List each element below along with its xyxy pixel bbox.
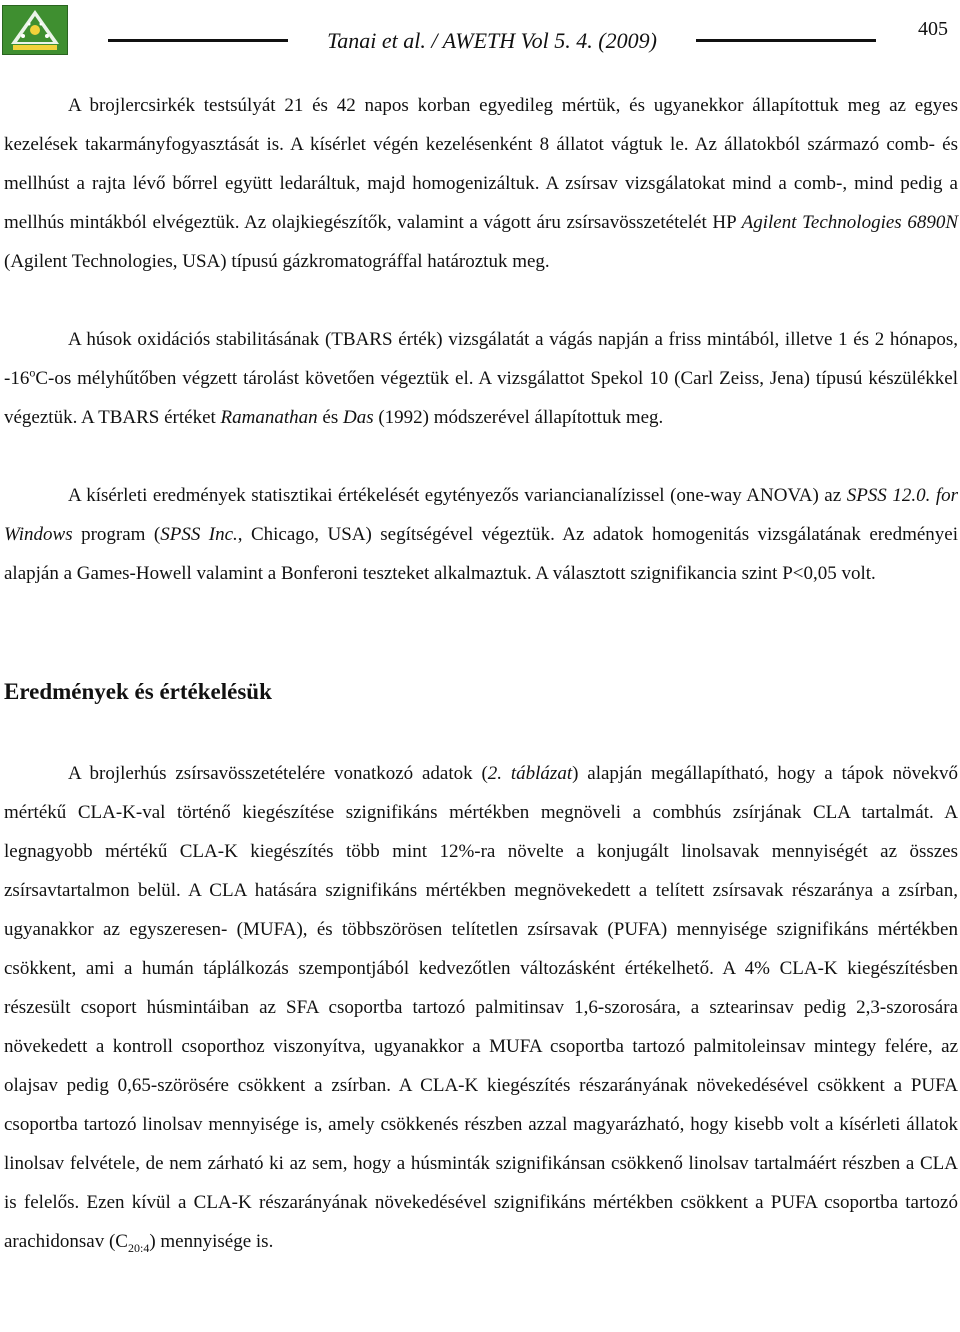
italic-author: Das bbox=[342, 407, 374, 428]
text: program ( bbox=[72, 524, 161, 545]
superscript-degree: o bbox=[29, 365, 36, 380]
text: , Chicago, USA) segítségével végeztük. Az adatok homogenitás vizsgálatának eredményei alapján a Games-Howell valamint a Bonferoni teszteket alkalmaztuk. A választott szignifikancia szint P<0,05 volt. bbox=[4, 524, 958, 584]
italic-author: Ramanathan bbox=[220, 407, 318, 428]
paragraph-methods-tbars bbox=[4, 320, 958, 437]
text: (Agilent Technologies, USA) típusú gázkromatográffal határoztuk meg. bbox=[4, 251, 550, 272]
italic-table-ref: 2. táblázat bbox=[487, 763, 573, 784]
text: A brojlercsirkék testsúlyát 21 és 42 napos korban egyedileg mértük, és ugyanekkor állapítottuk meg az egyes kezelések takarmányfogyasztását is. A kísérlet végén kezelésenként 8 állatot vágtuk le. Az állatokból származó comb- és mellhúst a rajta lévő bőrrel együtt ledaráltuk, majd homogenizáltuk. A zsírsav vizsgálatokat mind a comb-, mind pedig a mellhús mintákból elvégeztük. Az olajkiegészítők, valamint a vágott áru zsírsavösszetételét HP bbox=[4, 95, 958, 233]
text: ) alapján megállapítható, hogy a tápok növekvő mértékű CLA-K-val történő kiegészítése szignifikáns mértékben megnöveli a combhús zsírjának CLA tartalmát. A legnagyobb mértékű CLA-K kiegészítés több mint 12%-ra növelte a konjugált linolsavak mennyiségét az összes zsírsavtartalmon belül. A CLA hatására szignifikáns mértékben megnövekedett a telített zsírsavak részaránya a zsírban, ugyanakkor az egyszeresen- (MUFA), és többszörösen telítetlen zsírsavak (PUFA) mennyisége szignifikáns mértékben csökkent, ami a humán táplálkozás szempontjából kedvezőtlen változásként értékelhető. A 4% CLA-K kiegészítésben részesült csoport húsmintáiban az SFA csoportba tartozó palmitinsav 1,6-szorosára, a sztearinsav pedig 2,3-szorosára növekedett a kontroll csoporthoz viszonyítva, ugyanakkor a MUFA csoportba tartozó palmitoleinsav mintegy felére, az olajsav pedig 0,65-szörösére csökkent a zsírban. A CLA-K kiegészítés részarányának növekedésével csökkent a PUFA csoportba tartozó linolsav mennyisége is, amely csökkenés részben azzal magyarázható, hogy kisebb volt a kísérleti állatok linolsav felvétele, de nem zárható ki az sem, hogy a húsminták szignifikánsan csökkenő linolsav tartalmáért részben a CLA is felelős. Ezen kívül a CLA-K részarányának növekedésével szignifikáns mértékben csökkent a PUFA csoportba tartozó arachidonsav (C bbox=[4, 763, 959, 1252]
page-header bbox=[0, 0, 960, 64]
text: A húsok oxidációs stabilitásának (TBARS érték) vizsgálatát a vágás napján a friss mintából, illetve 1 és 2 hónapos, -16 bbox=[4, 329, 958, 389]
section-heading: Eredmények és értékelésük bbox=[4, 679, 272, 704]
text: A kísérleti eredmények statisztikai értékelését egytényezős variancianalízissel (one-way ANOVA) az bbox=[68, 485, 847, 506]
header-rule-left bbox=[108, 39, 288, 42]
text: ) mennyisége is. bbox=[149, 1231, 274, 1252]
italic-instrument: Agilent Technologies 6890N bbox=[741, 212, 958, 233]
paragraph-results bbox=[4, 754, 958, 1261]
page-number: 405 bbox=[918, 18, 948, 40]
italic-software: SPSS 12.0. for Windows bbox=[4, 485, 959, 545]
text: C-os mélyhűtőben végzett tárolást követően végeztük el. A vizsgálattot Spekol 10 (Carl Zeiss, Jena) típusú készülékkel végeztük. A TBARS értéket bbox=[4, 368, 958, 428]
text: (1992) módszerével állapítottuk meg. bbox=[373, 407, 664, 428]
subscript-c20-4: 20:4 bbox=[127, 1240, 150, 1255]
italic-company: SPSS Inc. bbox=[160, 524, 238, 545]
running-head: Tanai et al. / AWETH Vol 5. 4. (2009) bbox=[327, 28, 657, 53]
journal-logo-icon bbox=[2, 5, 68, 55]
paragraph-methods-sampling bbox=[4, 86, 958, 281]
text: és bbox=[317, 407, 343, 428]
paragraph-methods-statistics bbox=[4, 476, 958, 593]
header-rule-right bbox=[696, 39, 876, 42]
text: A brojlerhús zsírsavösszetételére vonatkozó adatok ( bbox=[68, 763, 488, 784]
